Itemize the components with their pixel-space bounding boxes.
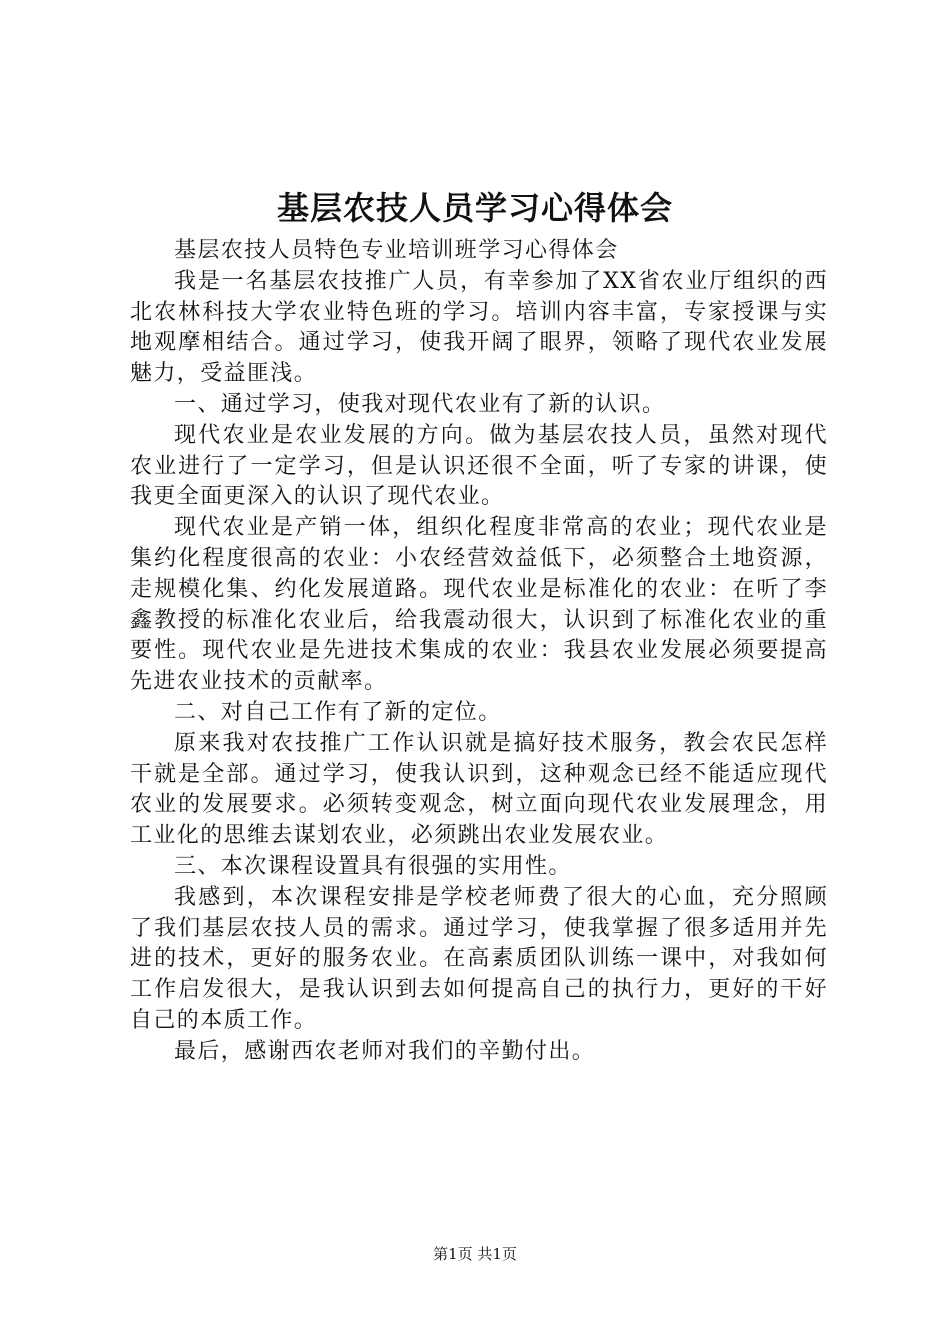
section-heading-1: 一、通过学习，使我对现代农业有了新的认识。 — [174, 391, 666, 417]
section-heading-3: 三、本次课程设置具有很强的实用性。 — [174, 853, 572, 879]
paragraph: 我感到，本次课程安排是学校老师费了很大的心血，充分照顾了我们基层农技人员的需求。通过学习，使我掌握了很多适用并先进的技术，更好的服务农业。在高素质团队训练一课中，对我如何工作启发很大，是我认识到去如何提高自己的执行力，更好的干好自己的本质工作。 — [130, 884, 828, 1033]
paragraph: 原来我对农技推广工作认识就是搞好技术服务，教会农民怎样干就是全部。通过学习，使我认识到，这种观念已经不能适应现代农业的发展要求。必须转变观念，树立面向现代农业发展理念，用工业化的思维去谋划农业，必须跳出农业发展农业。 — [130, 730, 828, 849]
paragraph-subtitle: 基层农技人员特色专业培训班学习心得体会 — [174, 238, 619, 263]
paragraph: 现代农业是农业发展的方向。做为基层农技人员，虽然对现代农业进行了一定学习，但是认识还很不全面，听了专家的讲课，使我更全面更深入的认识了现代农业。 — [130, 422, 828, 510]
paragraph: 现代农业是产销一体，组织化程度非常高的农业；现代农业是集约化程度很高的农业：小农经营效益低下，必须整合土地资源，走规模化集、约化发展道路。现代农业是标准化的农业：在听了李鑫教授的标准化农业后，给我震动很大，认识到了标准化农业的重要性。现代农业是先进技术集成的农业：我县农业发展必须要提高先进农业技术的贡献率。 — [130, 515, 828, 695]
document-body — [130, 236, 828, 1068]
page-footer: 第1页 共1页 — [433, 1245, 517, 1263]
section-heading-2: 二、对自己工作有了新的定位。 — [174, 699, 502, 725]
paragraph-closing: 最后，感谢西农老师对我们的辛勤付出。 — [174, 1038, 596, 1064]
document-title: 基层农技人员学习心得体会 — [276, 189, 673, 227]
paragraph-intro: 我是一名基层农技推广人员，有幸参加了XX省农业厅组织的西北农林科技大学农业特色班的学习。培训内容丰富，专家授课与实地观摩相结合。通过学习，使我开阔了眼界，领略了现代农业发展魅力，受益匪浅。 — [130, 268, 828, 387]
